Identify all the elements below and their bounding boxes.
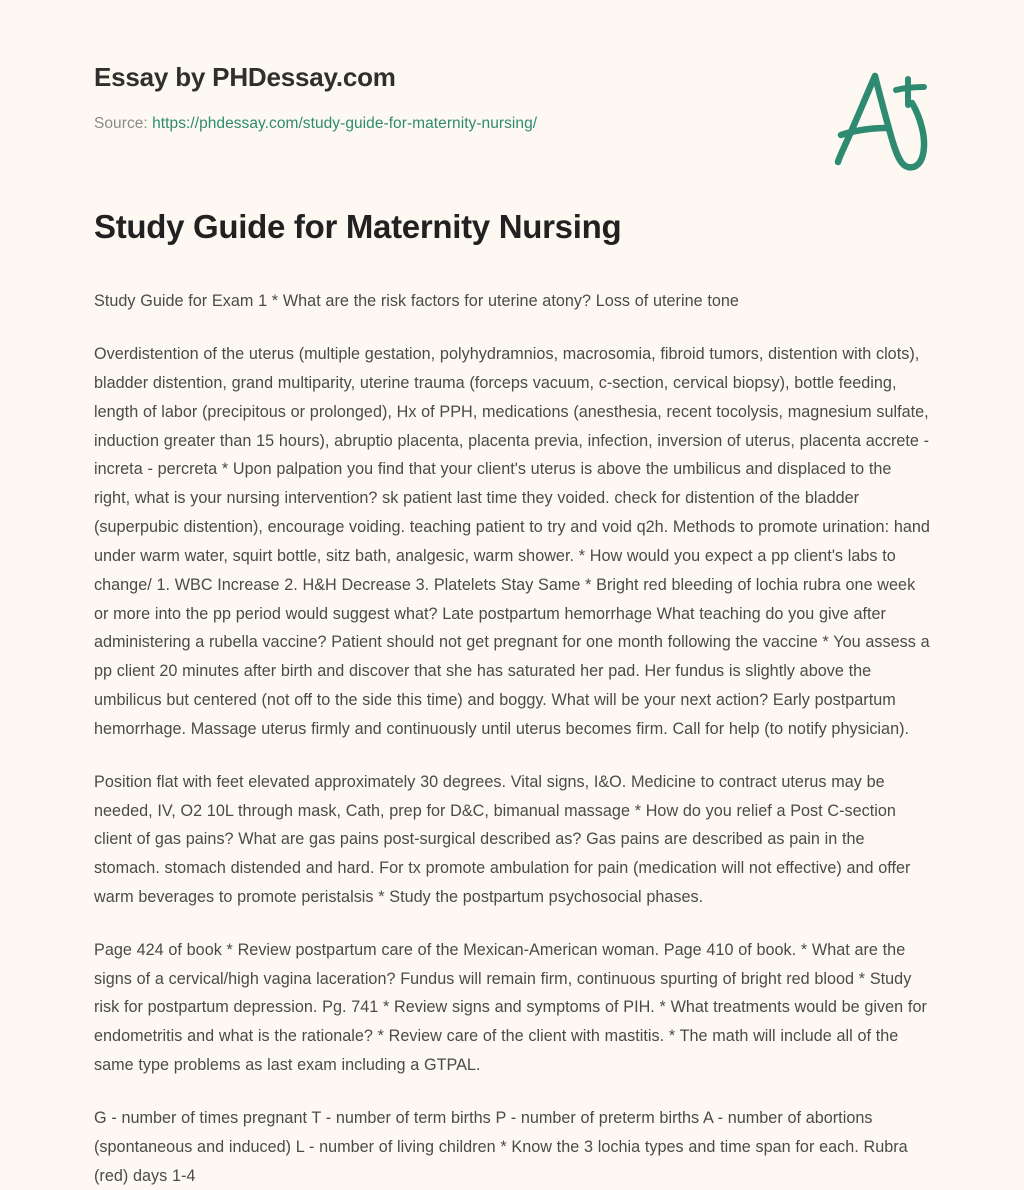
a-plus-logo-svg [824, 58, 942, 176]
article [0, 206, 1024, 1190]
source-url-link[interactable]: https://phdessay.com/study-guide-for-maternity-nursing/ [152, 115, 538, 133]
a-plus-logo-icon [824, 58, 942, 176]
article-paragraph: G - number of times pregnant T - number of term births P - number of preterm births A - number of abortions (spontaneous and induced) L - number of living children * Know the 3 lochia types and time span for each. Rubra (red) days 1-4 [94, 1108, 908, 1185]
source-label: Source: [94, 115, 148, 133]
source-line [94, 113, 930, 135]
article-paragraph: Page 424 of book * Review postpartum care of the Mexican-American woman. Page 410 of book. * What are the signs of a cervical/high vagina laceration? Fundus will remain firm, continuous spurting of bright red blood * Study risk for postpartum depression. Pg. 741 * Review signs and symptoms of PIH. * What treatments would be given for endometritis and what is the rationale? * Review care of the client with mastitis. * The math will include all of the same type problems as last exam including a GTPAL. [94, 940, 927, 1075]
article-paragraph: Overdistention of the uterus (multiple gestation, polyhydramnios, macrosomia, fibroid tumors, distention with clots), bladder distention, grand multiparity, uterine trauma (forceps vacuum, c-section, cervical biopsy), bottle feeding, length of labor (precipitous or prolonged), Hx of PPH, medications (anesthesia, recent tocolysis, magnesium sulfate, induction greater than 15 hours), abruptio placenta, placenta previa, infection, inversion of uterus, placenta accrete - increta - percreta * Upon palpation you find that your client's uterus is above the umbilicus and displaced to the right, what is your nursing intervention? sk patient last time they voided. check for distention of the bladder (superpubic distention), encourage voiding. teaching patient to try and void q2h. Methods to promote urination: hand under warm water, squirt bottle, sitz bath, analgesic, warm shower. * How would you expect a pp client's labs to change/ 1. WBC Increase 2. H&H Decrease 3. Platelets Stay Same * Bright red bleeding of lochia rubra one week or more into the pp period would suggest what? Late postpartum hemorrhage What teaching do you give after administering a rubella vaccine? Patient should not get pregnant for one month following the vaccine * You assess a pp client 20 minutes after birth and discover that she has saturated her pad. Her fundus is slightly above the umbilicus but centered (not off to the side this time) and boggy. What will be your next action? Early postpartum hemorrhage. Massage uterus firmly and continuously until uterus becomes firm. Call for help (to notify physician). [94, 345, 930, 738]
article-paragraph: Position flat with feet elevated approximately 30 degrees. Vital signs, I&O. Medicine to contract uterus may be needed, IV, O2 10L through mask, Cath, prep for D&C, bimanual massage * How do you relief a Post C-section client of gas pains? What are gas pains post-surgical described as? Gas pains are described as pain in the stomach. stomach distended and hard. For tx promote ambulation for pain (medication will not effective) and offer warm beverages to promote peristalsis * Study the postpartum psychosocial phases. [94, 772, 911, 906]
page-title: Study Guide for Maternity Nursing [94, 208, 622, 245]
article-paragraph: Study Guide for Exam 1 * What are the risk factors for uterine atony? Loss of uterine tone [94, 292, 739, 311]
brand-title: Essay by PHDessay.com [94, 62, 396, 92]
article-body [94, 287, 930, 1190]
